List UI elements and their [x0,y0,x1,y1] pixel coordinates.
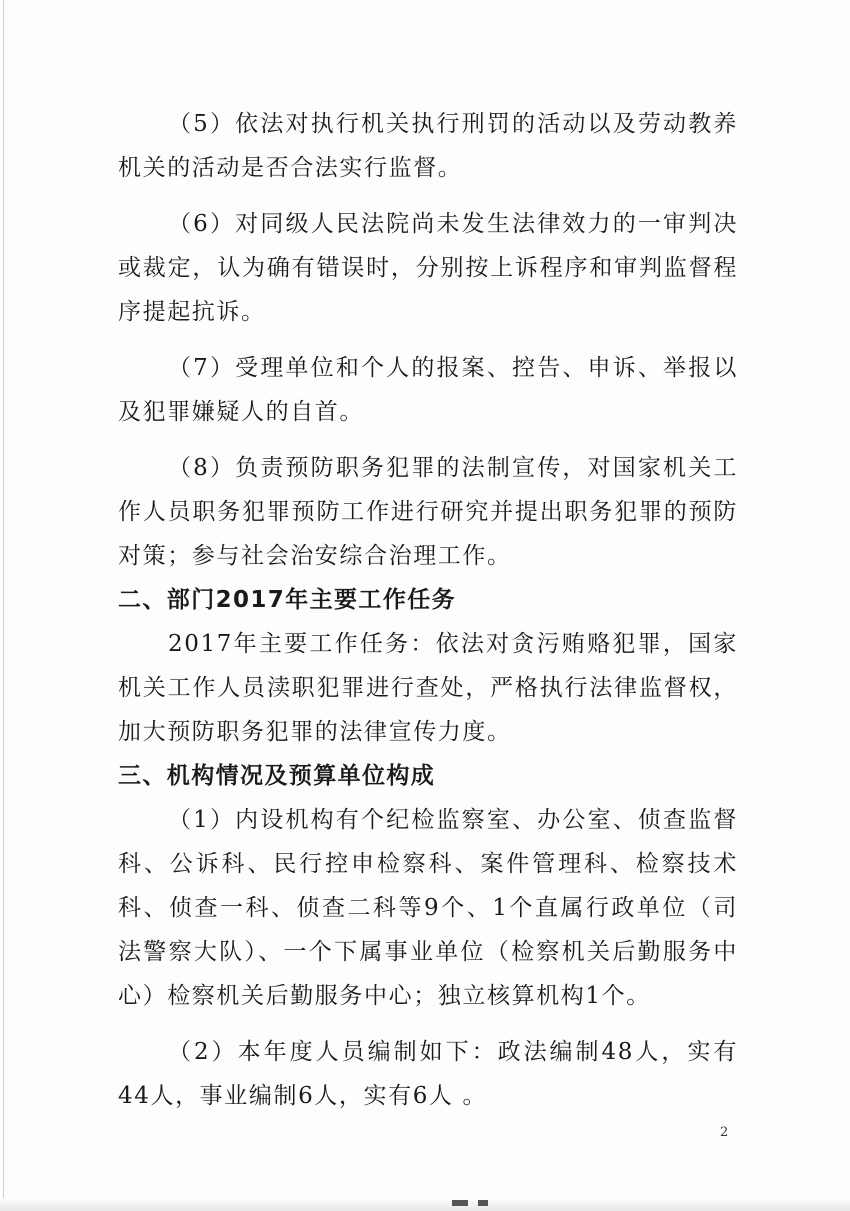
scan-edge-line [3,0,4,1211]
section-3-item-2: （2）本年度人员编制如下：政法编制48人，实有44人，事业编制6人，实有6人 。 [118,1039,738,1109]
paragraph-item-7: （7）受理单位和个人的报案、控告、申诉、举报以及犯罪嫌疑人的自首。 [118,355,738,425]
paragraph-item-5: （5）依法对执行机关执行刑罚的活动以及劳动教养机关的活动是否合法实行监督。 [118,111,738,181]
section-3-heading: 三、机构情况及预算单位构成 [118,763,436,789]
section-2-heading: 二、部门2017年主要工作任务 [118,587,457,613]
page-number: 2 [720,1125,729,1140]
document-body [118,102,738,1118]
section-2-body: 2017年主要工作任务：依法对贪污贿赂犯罪，国家机关工作人员渎职犯罪进行查处，严格执行法律监督权，加大预防职务犯罪的法律宣传力度。 [118,631,738,745]
paragraph-item-8: （8）负责预防职务犯罪的法制宣传，对国家机关工作人员职务犯罪预防工作进行研究并提出职务犯罪的预防对策；参与社会治安综合治理工作。 [118,455,738,569]
section-3-item-1: （1）内设机构有个纪检监察室、办公室、侦查监督科、公诉科、民行控申检察科、案件管理科、检察技术科、侦查一科、侦查二科等9个、1个直属行政单位（司法警察大队）、一个下属事业单位（检察机关后勤服务中心）检察机关后勤服务中心；独立核算机构1个。 [118,807,738,1009]
scan-bottom-shadow [0,1198,850,1211]
scan-mark-right [478,1200,488,1206]
scan-mark-left [452,1200,468,1206]
paragraph-item-6: （6）对同级人民法院尚未发生法律效力的一审判决或裁定，认为确有错误时，分别按上诉程序和审判监督程序提起抗诉。 [118,211,738,325]
